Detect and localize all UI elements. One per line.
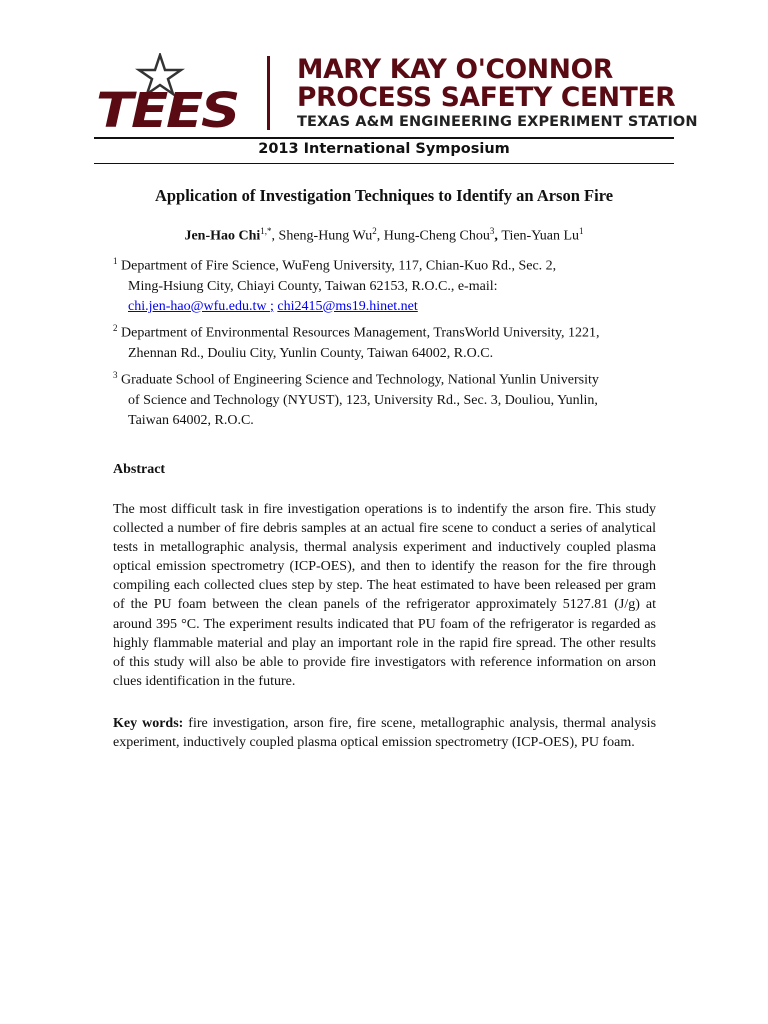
author-sep: , xyxy=(271,228,279,244)
abstract-body: The most difficult task in fire investigation operations is to indentify the arson fire. This study collected a number of fire debris samples at an actual fire scene to conduct a series of analytical tests in metallographic analysis, thermal analysis experiment and inductively coupled plasma optical emission spectrometry (ICP-OES), and then to identify the reason for the fire through compiling each collected clues step by step. The heat estimated to have been released per gram of the PU foam between the clean panels of the refrigerator approximately 5127.81 (J/g) at around 395 °C. The experiment results indicated that PU foam of the refrigerator is regarded as highly flammable material and play an important role in the rapid fire spread. The other results of this study will also be able to provide fire investigators with reference information on arson clues identification in the future. xyxy=(113,502,656,689)
center-name xyxy=(297,56,697,112)
affiliation-1 xyxy=(113,251,673,317)
author-sep: , xyxy=(376,228,384,244)
logo-text: TEES xyxy=(96,83,238,133)
affiliation-line: Graduate School of Engineering Science and Technology, National Yunlin University xyxy=(121,372,599,388)
author-3: Hung-Cheng Chou xyxy=(383,228,490,244)
affiliation-line: of Science and Technology (NYUST), 123, University Rd., Sec. 3, Douliou, Yunlin, xyxy=(128,392,598,408)
author-lead: Jen-Hao Chi xyxy=(184,228,261,244)
center-name-line1: MARY KAY O'CONNOR xyxy=(297,54,613,85)
author-2: Sheng-Hung Wu xyxy=(278,228,373,244)
center-name-line2: PROCESS SAFETY CENTER xyxy=(297,82,676,113)
affiliation-line: Department of Fire Science, WuFeng University, 117, Chian-Kuo Rd., Sec. 2, xyxy=(121,258,557,274)
affiliation-line: Zhennan Rd., Douliu City, Yunlin County, Taiwan 64002, R.O.C. xyxy=(128,345,494,361)
symposium-header xyxy=(0,0,768,175)
keywords xyxy=(113,714,656,752)
affiliation-number: 3 xyxy=(113,370,118,380)
keywords-list: fire investigation, arson fire, fire scene, metallographic analysis, thermal analysis experiment, inductively coupled plasma optical emission spectrometry (ICP-OES), PU foam. xyxy=(113,716,657,751)
abstract-heading: Abstract xyxy=(113,462,166,477)
affiliation-2 xyxy=(113,318,673,364)
station-name: TEXAS A&M ENGINEERING EXPERIMENT STATION xyxy=(297,114,698,130)
affiliation-number: 2 xyxy=(113,323,118,333)
affiliation-line: Taiwan 64002, R.O.C. xyxy=(128,412,254,428)
author-lead-sup: 1,* xyxy=(260,226,272,236)
author-4: Tien-Yuan Lu xyxy=(501,228,580,244)
affiliation-line: Ming-Hsiung City, Chiayi County, Taiwan 62153, R.O.C., e-mail: xyxy=(128,278,498,294)
header-divider xyxy=(267,56,270,130)
affiliation-number: 1 xyxy=(113,256,118,266)
author-3-sup: 3 xyxy=(489,226,495,236)
author-sep: , xyxy=(494,228,502,244)
email-separator: ; xyxy=(269,298,274,314)
author-2-sup: 2 xyxy=(372,226,377,236)
author-4-sup: 1 xyxy=(579,226,584,236)
email-link-2[interactable]: chi2415@ms19.hinet.net xyxy=(277,298,418,314)
author-list xyxy=(0,226,768,245)
tees-logo xyxy=(94,53,240,133)
email-link-1[interactable]: chi.jen-hao@wfu.edu.tw xyxy=(128,298,270,314)
header-rule-bottom xyxy=(94,163,674,164)
header-rule xyxy=(94,137,674,139)
affiliation-line: Department of Environmental Resources Management, TransWorld University, 1221, xyxy=(121,325,600,341)
paper-title: Application of Investigation Techniques to Identify an Arson Fire xyxy=(154,186,614,205)
affiliation-3 xyxy=(113,365,673,431)
keywords-label: Key words: xyxy=(113,716,184,731)
symposium-title: 2013 International Symposium xyxy=(258,141,510,157)
